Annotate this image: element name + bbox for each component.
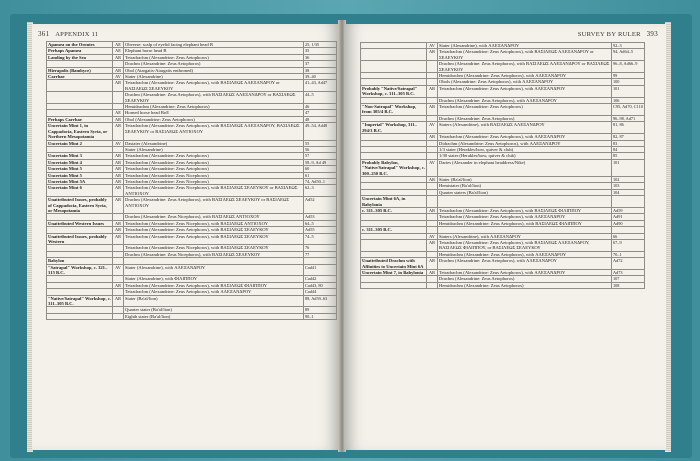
region-cell — [361, 61, 427, 73]
description-cell: Tetradrachm (Alexandrine: Zeus Aetophoros), with ΒΑΣΙΛΕΩΣ ΦΙΛΙΠΠΟΥ — [124, 282, 304, 288]
metal-cell: AR — [427, 85, 438, 97]
region-cell: Babylon — [47, 258, 113, 264]
description-cell: Drachm (Alexandrine: Zeus Aetophoros) — [438, 276, 612, 282]
table-row — [47, 295, 337, 307]
reference-cell: 81, 86 — [612, 122, 645, 134]
metal-cell: AR — [427, 176, 438, 182]
right-page — [344, 24, 666, 450]
region-cell — [361, 282, 427, 288]
table-row — [361, 282, 645, 288]
description-cell: Obols (Alexandrine: Zeus Aetophoros), with ΑΛΕΞΑΝΔΡΟΥ — [438, 79, 612, 85]
description-cell: Drachm (Alexandrine: Zeus Aetophoros) — [438, 115, 612, 121]
metal-cell: AR — [113, 185, 124, 197]
table-row — [361, 122, 645, 134]
reference-cell: 74, Ad50–1 — [304, 178, 337, 184]
reference-cell: 70–1 — [612, 251, 645, 257]
reference-cell: 39–40 — [304, 74, 337, 80]
region-cell: "Satrapal" Workshop, c. 321–315 B.C. — [47, 264, 113, 276]
description-cell: Stater (Alexandrine), with ΑΛΕΞΑΝΔΡΟΥ — [124, 264, 304, 276]
reference-cell: 37 — [304, 61, 337, 67]
region-cell: Uncertain Mint 2 — [47, 140, 113, 146]
metal-cell: AR — [113, 116, 124, 122]
reference-cell: Cad43, 80 — [304, 282, 337, 288]
table-row — [47, 264, 337, 276]
metal-cell: AR — [427, 270, 438, 276]
description-cell: Tetradrachm (Alexandrine: Zeus Nicephoros), with ΒΑΣΙΛΕΩΣ ΑΝΤΙΟΧΟΥ — [124, 220, 304, 226]
description-cell: Tetradrachm (Alexandrine: Zeus Nicephoros), with ΒΑΣΙΛΕΩΣ ΣΕΛΕΥΚΟΥ — [124, 245, 304, 251]
table-row — [361, 159, 645, 176]
left-coin-table — [46, 41, 337, 320]
metal-cell: AV — [113, 140, 124, 146]
description-cell: Obol (Atargatis-Atargatis enthroned) — [124, 67, 304, 73]
metal-cell: AR — [427, 258, 438, 270]
reference-cell: Ad72 — [612, 258, 645, 270]
metal-cell: AR — [113, 123, 124, 140]
description-cell: Drachm (Alexandrine: Zeus Aetophoros), with ΒΑΣΙΛΕΩΣ ΑΛΕΞΑΝΔΡΟΥ or ΒΑΣΙΛΕΩΣ ΣΕΛΕΥΚΟΥ — [124, 92, 304, 104]
metal-cell — [427, 282, 438, 288]
right-page-number: 393 — [646, 30, 658, 38]
metal-cell: AR — [113, 80, 124, 92]
description-cell: Tetradrachm (Alexandrine: Zeus Aetophoros), with ΑΛΕΞΑΝΔΡΟΥ — [438, 214, 612, 220]
reference-cell: Ad55 — [304, 227, 337, 233]
region-cell: Uncertain Mint 1, in Cappadocia, Eastern Syria, or Northern Mesopotamia — [47, 123, 113, 140]
description-cell: Hemidrachm (Alexandrine: Zeus Aetophoros), with ΒΑΣΙΛΕΩΣ ΦΙΛΙΠΠΟΥ — [438, 220, 612, 226]
reference-cell: 96–8, Ad66–9 — [612, 61, 645, 73]
description-cell: Tetradrachm (Alexandrine: Zeus Aetophoros), with ΒΑΣΙΛΕΩΣ ΣΕΛΕΥΚΟΥ — [124, 227, 304, 233]
metal-cell: AR — [113, 178, 124, 184]
region-cell: Perhaps Carrhae — [47, 116, 113, 122]
metal-cell — [113, 313, 124, 319]
metal-cell: AR — [113, 220, 124, 226]
reference-cell: 106 — [612, 97, 645, 103]
table-row — [47, 313, 337, 319]
reference-cell: Ad53 — [304, 214, 337, 220]
right-coin-table — [360, 42, 645, 289]
reference-cell: 64–5 — [304, 220, 337, 226]
region-cell: Uncertain Mint 7, in Babylonia — [361, 270, 427, 276]
reference-cell: 46 — [304, 104, 337, 110]
metal-cell: AR — [113, 282, 124, 288]
metal-cell: AR — [427, 104, 438, 116]
region-cell: Probably "Native/Satrapal" Workshop, c. 311–305 B.C. — [361, 85, 427, 97]
reference-cell: 84 — [612, 146, 645, 152]
reference-cell: 61 — [304, 172, 337, 178]
metal-cell: AR — [427, 240, 438, 252]
reference-cell: 66 — [612, 233, 645, 239]
table-row — [47, 80, 337, 92]
description-cell: Tetradrachm (Alexandrine: Zeus Aetophoros) — [124, 54, 304, 60]
reference-cell: 102 — [612, 176, 645, 182]
description-cell: Tetradrachm (Alexandrine: Zeus Aetophoros) — [124, 166, 304, 172]
description-cell: Tetradrachm (Alexandrine: Zeus Aetophoros), with ΒΑΣΙΛΕΩΣ ΑΛΕΞΑΝΔΡΟΥ or ΒΑΣΙΛΕΩΣ ΣΕΛΕΥΚΟΥ — [124, 80, 304, 92]
description-cell: Tetradrachm (Alexandrine: Zeus Aetophoros), with ΒΑΣΙΛΕΩΣ ΑΛΕΞΑΝΔΡΟΥ, ΒΑΣΙΛΕΩΣ ΦΙΛΙΠΠΟΥ, or ΒΑΣΙΛΕΩΣ ΣΕΛΕΥΚΟΥ — [438, 240, 612, 252]
metal-cell: AV — [113, 264, 124, 276]
reference-cell: 47 — [304, 110, 337, 116]
description-cell: Stater (Ba'al/lion) — [438, 176, 612, 182]
table-row — [361, 258, 645, 270]
reference-cell: 41–43, Ad47 — [304, 80, 337, 92]
reference-cell: 94, Ad64–5 — [612, 49, 645, 61]
description-cell: Tetradrachm (Alexandrine: Zeus Nicephoros) — [124, 172, 304, 178]
region-cell: Unattributed Western Issues — [47, 220, 113, 226]
table-row — [361, 240, 645, 252]
region-cell: Uncertain Mint 3 — [47, 153, 113, 159]
description-cell: Drachm (Alexandrine: Zeus Aetophoros), with ΒΑΣΙΛΕΩΣ ΣΕΛΕΥΚΟΥ or ΒΑΣΙΛΕΩΣ ΑΝΤΙΟΧΟΥ — [124, 197, 304, 214]
description-cell: Hemistater (Ba'al/lion) — [438, 183, 612, 189]
table-row — [361, 85, 645, 97]
table-row — [361, 196, 645, 208]
metal-cell — [113, 92, 124, 104]
metal-cell: AV — [427, 122, 438, 134]
reference-cell: C95, Ad70, C110 — [612, 104, 645, 116]
right-running-head — [578, 30, 658, 38]
description-cell: Tetradrachm (Alexandrine: Zeus Aetophoros), with ΑΛΕΞΑΝΔΡΟΥ — [438, 270, 612, 276]
region-cell: Hierapolis (Bambyce) — [47, 67, 113, 73]
metal-cell — [427, 196, 438, 208]
region-cell: c. 311–305 B.C. — [361, 207, 427, 213]
description-cell: Tetradrachm (Alexandrine: Zeus Aetophoros) — [124, 153, 304, 159]
reference-cell: 92–3 — [612, 43, 645, 49]
reference-cell: 99 — [612, 73, 645, 79]
metal-cell: AR — [113, 54, 124, 60]
description-cell: Didrachm (Alexandrine: Zeus Aetophoros), with ΑΛΕΞΑΝΔΡΟΥ — [438, 140, 612, 146]
description-cell: Tetradrachm (Alexandrine: Zeus Aetophoros), with ΒΑΣΙΛΕΩΣ ΑΛΕΞΑΝΔΡΟΥ, ΒΑΣΙΛΕΩΣ ΣΕΛΕΥΚΟΥ or ΒΑΣΙΛΕΩΣ ΑΝΤΙΟΧΟΥ — [124, 123, 304, 140]
reference-cell: Ad59 — [612, 207, 645, 213]
metal-cell: AR — [113, 166, 124, 172]
reference-cell: 44–5 — [304, 92, 337, 104]
metal-cell: AR — [113, 172, 124, 178]
reference-cell: 107 — [612, 276, 645, 282]
region-cell: Probably Babylon, "Native/Satrapal" Workshop, c. 300–250 B.C. — [362, 159, 425, 176]
table-row — [361, 49, 645, 61]
description-cell: Drachm (Alexandrine: Zeus Nicephoros), with ΒΑΣΙΛΕΩΣ ΑΝΤΙΟΧΟΥ — [124, 214, 304, 220]
region-cell — [47, 92, 113, 104]
region-cell: Uncertain Mint 6 — [47, 185, 113, 197]
reference-cell: 85 — [612, 153, 645, 159]
left-running-head — [38, 30, 99, 38]
reference-cell: 88, Ad59–63 — [304, 295, 337, 307]
description-cell: Horned horse head BoE — [124, 110, 304, 116]
reference-cell: 101 — [612, 159, 645, 176]
metal-cell: AR — [113, 295, 124, 307]
reference-cell: 36 — [304, 54, 337, 60]
reference-cell: 104 — [612, 189, 645, 195]
description-cell: Obol (Alexandrine: Zeus Aetophoros) — [124, 116, 304, 122]
reference-cell: 83 — [612, 140, 645, 146]
description-cell: Quarter stater (Ba'al/lion) — [124, 307, 304, 313]
table-row — [47, 185, 337, 197]
reference-cell: 56 — [304, 146, 337, 152]
metal-cell: AE — [113, 110, 124, 116]
region-cell: Apamea on the Orontes — [47, 42, 113, 48]
description-cell: 1/3 stater (Herakles/bow, quiver & club) — [438, 146, 612, 152]
reference-cell: Cad44 — [304, 289, 337, 295]
region-cell — [361, 240, 427, 252]
reference-cell: 90–1 — [304, 313, 337, 319]
reference-cell: 35 — [304, 48, 337, 54]
description-cell: Obverse: scalp of eyelid facing elephant head B — [124, 42, 304, 48]
metal-cell: AE — [113, 42, 124, 48]
metal-cell: AV — [427, 233, 438, 239]
description-cell — [438, 196, 612, 208]
description-cell: Tetradrachm (Alexandrine: Zeus Aetophoros) — [124, 159, 304, 165]
region-cell: Uncertain Mint 4 — [47, 159, 113, 165]
reference-cell: 49–54, Ad48 — [304, 123, 337, 140]
reference-cell: 60 — [304, 166, 337, 172]
reference-cell — [612, 196, 645, 208]
reference-cell: 55 — [304, 140, 337, 146]
reference-cell: 77 — [304, 251, 337, 257]
description-cell: Tetradrachm (Alexandrine: Zeus Aetophoros) — [438, 104, 612, 116]
region-cell: Carrhae — [47, 74, 113, 80]
metal-cell: AE — [113, 48, 124, 54]
region-cell: "Non-Satrapal" Workshop, from 305/4 B.C. — [361, 104, 427, 116]
region-cell — [47, 313, 113, 319]
reference-cell: 67–9 — [612, 240, 645, 252]
description-cell: Tetradrachm (Alexandrine: Zeus Aetophoros), with ΒΑΣΙΛΕΩΣ ΑΛΕΞΑΝΔΡΟΥ or ΣΕΛΕΥΚΟΥ — [438, 49, 612, 61]
reference-cell: 101 — [612, 85, 645, 97]
description-cell: 1/30 stater (Herakles/bow, quiver & club) — [438, 153, 612, 159]
metal-cell: AR — [113, 159, 124, 165]
description-cell: Quarter staters (Ba'al/lion) — [438, 189, 612, 195]
reference-cell: Cad41 — [304, 264, 337, 276]
description-cell: Tetradrachm (Alexandrine: Zeus Aetophoros), with ΒΑΣΙΛΕΩΣ ΣΕΛΕΥΚΟΥ — [124, 233, 304, 245]
description-cell: Drachm (Alexandrine: Zeus Aetophoros), with ΑΛΕΞΑΝΔΡΟΥ — [438, 258, 612, 270]
reference-cell: 48 — [304, 116, 337, 122]
left-page — [32, 24, 340, 450]
table-row — [361, 61, 645, 73]
left-running-title: APPENDIX 11 — [55, 31, 99, 38]
metal-cell: AR — [113, 233, 124, 245]
description-cell: Daries (Alexander in elephant headdress/Nike) — [438, 159, 612, 176]
description-cell: Stater (Alexandrine) — [124, 146, 304, 152]
metal-cell: AR — [427, 134, 438, 140]
description-cell: Tetradrachm (Alexandrine: Zeus Aetophoros), with ΑΛΕΞΑΝΔΡΟΥ — [124, 289, 304, 295]
reference-cell: 100 — [612, 79, 645, 85]
description-cell: Dastater (Alexandrine) — [124, 140, 304, 146]
region-cell: Uncertain Mint 6A, in Babylonia — [361, 196, 427, 208]
table-row — [361, 104, 645, 116]
region-cell: Landing by the Sea — [47, 54, 113, 60]
description-cell: Tetradrachm (Alexandrine: Zeus Aetophoros), with ΒΑΣΙΛΕΩΣ ΦΙΛΙΠΠΟΥ — [438, 207, 612, 213]
region-cell: c. 311–305 B.C. — [361, 227, 427, 233]
metal-cell: AV — [427, 159, 438, 176]
reference-cell: 82, 87 — [612, 134, 645, 140]
table-row — [47, 233, 337, 245]
region-cell: Unattributed Issues, probably Western — [47, 233, 113, 245]
reference-cell: 74–5 — [304, 233, 337, 245]
metal-cell — [427, 61, 438, 73]
description-cell: Stater (Alexandrine), with ΑΛΕΞΑΝΔΡΟΥ — [438, 43, 612, 49]
description-cell: Drachm (Alexandrine: Zeus Aetophoros), with ΑΛΕΞΑΝΔΡΟΥ — [438, 97, 612, 103]
metal-cell: AR — [113, 67, 124, 73]
description-cell: Tetradrachm (Alexandrine: Zeus Nicephoros), with ΒΑΣΙΛΕΩΣ ΣΕΛΕΥΚΟΥ or ΒΑΣΙΛΕΩΣ ΑΝΤΙΟΧΟΥ — [124, 185, 304, 197]
region-cell: Uncertain Mint 5 — [47, 172, 113, 178]
reference-cell: Ad90 — [612, 220, 645, 226]
reference-cell: Ad73 — [612, 270, 645, 276]
reference-cell: Ad91 — [612, 214, 645, 220]
reference-cell: 96–98, Ad71 — [612, 115, 645, 121]
region-cell: Unattributed Drachm with Affinities to Uncertain Mint 6A — [361, 258, 427, 270]
metal-cell: AR — [113, 227, 124, 233]
reference-cell: 58–9, Ad 49 — [304, 159, 337, 165]
metal-cell: AR — [113, 197, 124, 214]
reference-cell: 57 — [304, 153, 337, 159]
region-cell: Unattributed Issues, probably of Cappadocia, Eastern Syria, or Mesopotamia — [47, 197, 113, 214]
reference-cell: 89 — [304, 307, 337, 313]
reference-cell: 103 — [612, 183, 645, 189]
reference-cell: 38 — [304, 67, 337, 73]
reference-cell: 108 — [612, 282, 645, 288]
metal-cell: AV — [427, 43, 438, 49]
description-cell: Hemidrachm (Alexandrine: Zeus Aetophoros) — [124, 104, 304, 110]
description-cell: Tetradrachm (Alexandrine: Zeus Nicephoros) — [124, 178, 304, 184]
description-cell: Hemidrachm (Alexandrine: Zeus Aetophoros), with ΑΛΕΞΑΝΔΡΟΥ — [438, 251, 612, 257]
region-cell — [47, 80, 113, 92]
description-cell: Drachm (Alexandrine: Zeus Aetophoros) — [124, 61, 304, 67]
right-running-title: SURVEY BY RULER — [577, 31, 641, 38]
region-cell: "Imperial" Workshop, 311–294/3 B.C. — [361, 122, 427, 134]
region-cell: Uncertain Mint 5 — [47, 166, 113, 172]
region-cell: Uncertain Mint 5A — [47, 178, 113, 184]
description-cell: Drachm (Alexandrine: Zeus Aetophoros), with ΒΑΣΙΛΕΩΣ ΑΛΕΞΑΝΔΡΟΥ or ΒΑΣΙΛΕΩΣ ΣΕΛΕΥΚΟΥ — [438, 61, 612, 73]
description-cell: Elephant horse head B — [124, 48, 304, 54]
metal-cell: AR — [113, 153, 124, 159]
region-cell — [361, 49, 427, 61]
reference-cell: 76 — [304, 245, 337, 251]
description-cell: Stater (Alexandrine), with ΦΙΛΙΠΠΟΥ — [124, 276, 304, 282]
reference-cell: Ad52 — [304, 197, 337, 214]
reference-cell: 62–3 — [304, 185, 337, 197]
description-cell: Drachm (Alexandrine: Zeus Nicephoros), with ΒΑΣΙΛΕΩΣ ΣΕΛΕΥΚΟΥ — [124, 251, 304, 257]
description-cell: Tetradrachm (Alexandrine: Zeus Aetophoros), with ΑΛΕΞΑΝΔΡΟΥ — [438, 134, 612, 140]
description-cell: Eighth stater (Ba'al/lion) — [124, 313, 304, 319]
region-cell: "Native/Satrapal" Workshop, c. 311–305 B.C. — [48, 295, 111, 307]
left-page-number: 361 — [38, 30, 50, 38]
reference-cell: 25, 1/35 — [304, 42, 337, 48]
description-cell: Stater (Ba'al/lion) — [124, 295, 304, 307]
description-cell: Tetradrachm (Alexandrine: Zeus Aetophoros), with ΑΛΕΞΑΝΔΡΟΥ — [438, 85, 612, 97]
table-row — [47, 123, 337, 140]
description-cell: Hemidrachm (Alexandrine: Zeus Aetophoros), with ΑΛΕΞΑΝΔΡΟΥ — [438, 73, 612, 79]
reference-cell: Cad42 — [304, 276, 337, 282]
description-cell: Staters (Alexandrine), with ΑΛΕΞΑΝΔΡΟΥ — [438, 233, 612, 239]
metal-cell: AR — [427, 49, 438, 61]
description-cell: Stater (Alexandrine) — [124, 74, 304, 80]
region-cell: Perhaps Apamea — [47, 48, 113, 54]
description-cell: Staters (Alexandrine), with ΒΑΣΙΛΕΩΣ ΑΛΕΞΑΝΔΡΟΥ — [438, 122, 612, 134]
table-row — [47, 197, 337, 214]
metal-cell: AR — [427, 207, 438, 213]
table-row — [47, 92, 337, 104]
description-cell: Hemidrachm (Alexandrine: Zeus Aetophoros) — [438, 282, 612, 288]
metal-cell: AV — [113, 74, 124, 80]
